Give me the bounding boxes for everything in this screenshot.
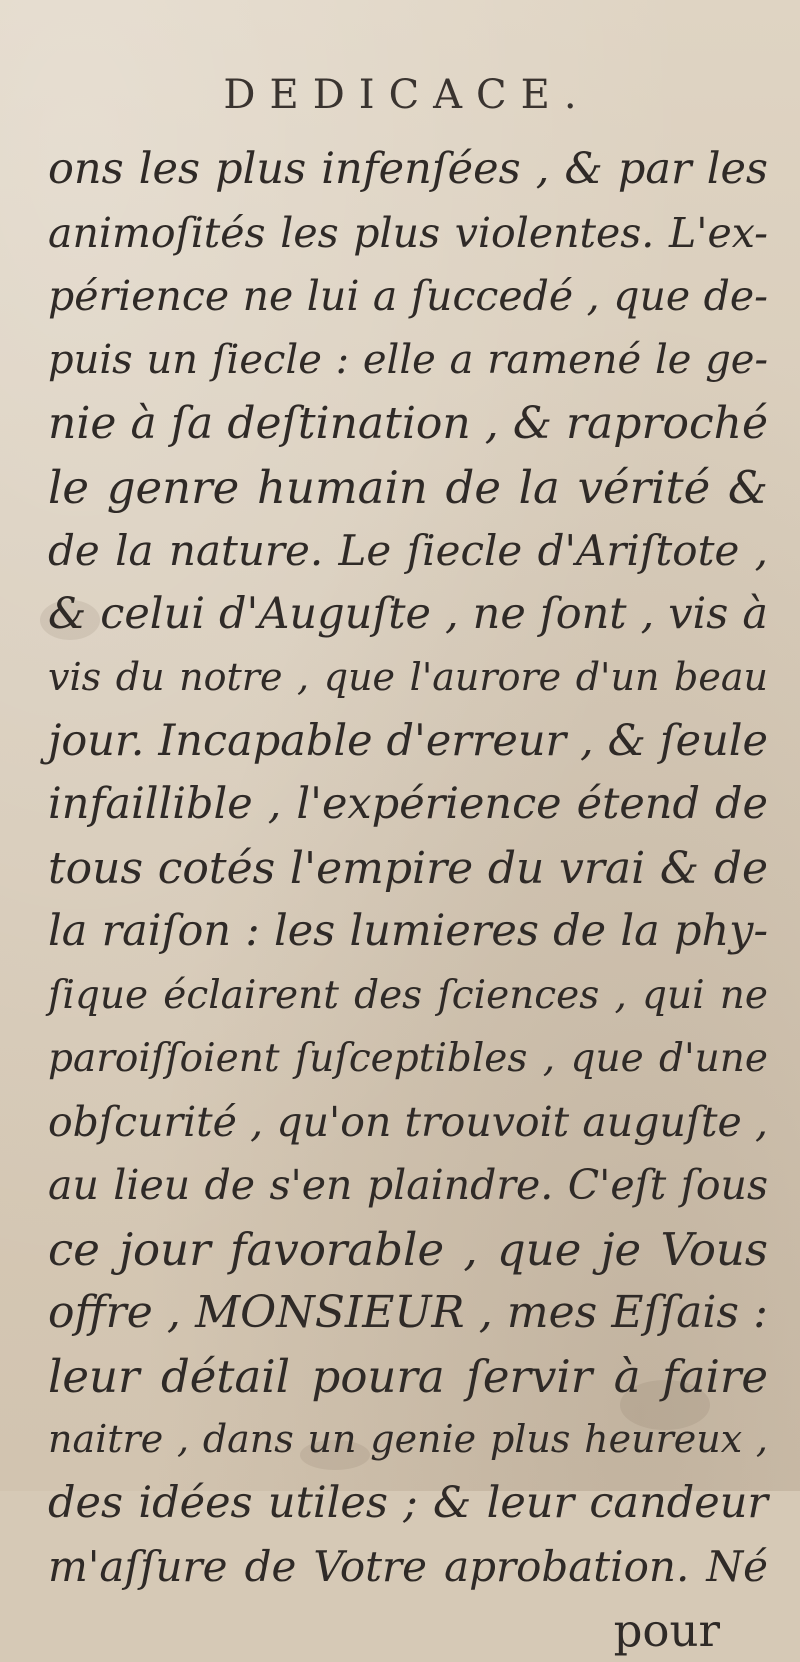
text-line: la raiſon : les lumieres de la phy- [48, 900, 768, 964]
text-line: vis du notre , que l'aurore d'un beau [48, 646, 768, 710]
text-line: infaillible , l'expérience étend de [48, 773, 768, 837]
text-line: le genre humain de la vérité & [48, 456, 768, 520]
body-text [48, 138, 768, 1662]
text-line: paroiſſoient ſuſceptibles , que d'une [48, 1027, 768, 1091]
text-line: offre , MONSIEUR , mes Eſſais : [48, 1281, 768, 1345]
running-head: DEDICACE. [0, 72, 800, 118]
text-line: obſcurité , qu'on trouvoit auguſte , [48, 1091, 768, 1155]
text-line: ons les plus infenſées , & par les [48, 138, 768, 202]
text-line: périence ne lui a ſuccedé , que de- [48, 265, 768, 329]
text-line: des idées utiles ; & leur candeur [48, 1472, 768, 1536]
text-line: & celui d'Auguſte , ne ſont , vis à [48, 583, 768, 647]
text-line: m'aſſure de Votre aprobation. Né [48, 1535, 768, 1599]
text-line: naitre , dans un genie plus heureux , [48, 1408, 768, 1472]
text-line: animoſités les plus violentes. L'ex- [48, 202, 768, 266]
text-line: tous cotés l'empire du vrai & de [48, 837, 768, 901]
text-line: leur détail poura ſervir à faire [48, 1345, 768, 1409]
catchword: pour [48, 1599, 768, 1662]
text-line: jour. Incapable d'erreur , & ſeule [48, 710, 768, 774]
text-line: au lieu de s'en plaindre. C'eſt ſous [48, 1154, 768, 1218]
text-line: ce jour favorable , que je Vous [48, 1218, 768, 1282]
text-line: ſique éclairent des ſciences , qui ne [48, 964, 768, 1028]
text-line: puis un ſiecle : elle a ramené le ge- [48, 329, 768, 393]
text-line: de la nature. Le ſiecle d'Ariſtote , [48, 519, 768, 583]
text-line: nie à ſa deſtination , & raproché [48, 392, 768, 456]
